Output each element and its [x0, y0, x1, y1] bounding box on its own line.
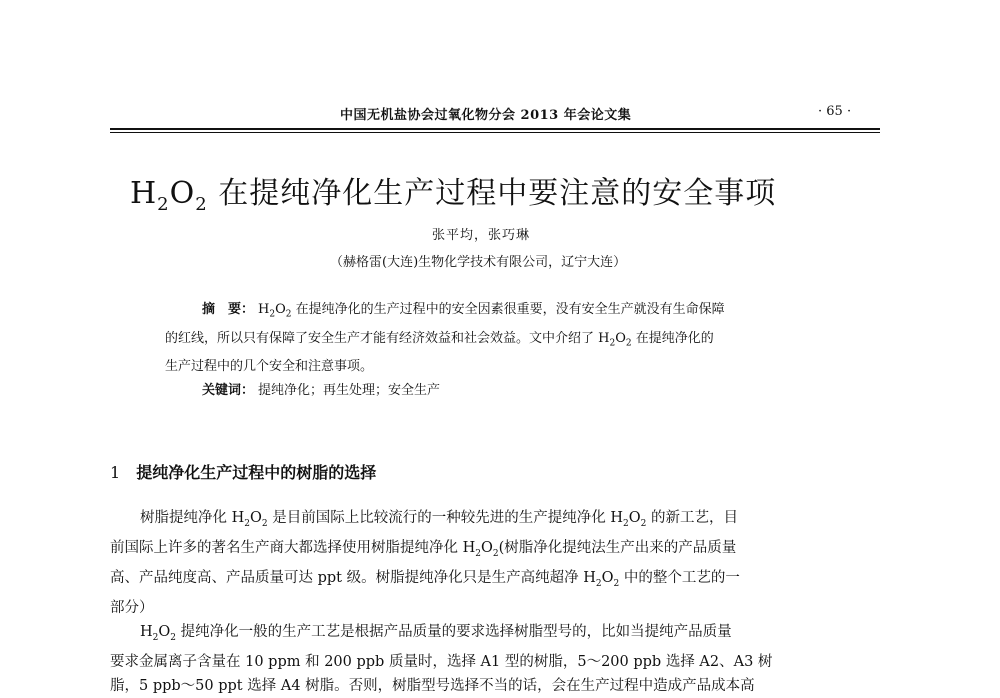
abstract-line: 的红线，所以只有保障了安全生产才能有经济效益和社会效益。文中介绍了 $H_2O_2$ 在提纯净化的 — [165, 330, 714, 349]
affiliation: （赫格雷(大连)生物化学技术有限公司，辽宁大连） — [330, 255, 627, 270]
keywords-label: 关键词： — [202, 383, 255, 399]
body-text — [110, 506, 880, 698]
abstract — [165, 298, 885, 403]
section-number: 1 — [110, 463, 121, 482]
paragraph-line: 前国际上许多的著名生产商大都选择使用树脂提纯净化 $H_2O_2$(树脂净化提纯法生产出来的产品质量 — [110, 539, 737, 559]
abstract-line: 生产过程中的几个安全和注意事项。 — [165, 359, 374, 375]
section-heading — [110, 460, 376, 483]
paragraph-line: 要求金属离子含量在 10 ppm 和 200 ppb 质量时，选择 A1 型的树脂，5～200 ppb 选择 A2、A3 树 — [110, 653, 773, 670]
page-number: · 65 · — [818, 104, 852, 119]
paragraph-line: $H_2O_2$ 提纯净化一般的生产工艺是根据产品质量的要求选择树脂型号的，比如当提纯产品质量 — [140, 623, 732, 643]
paragraph-line: 脂，5 ppb～50 ppt 选择 A4 树脂。否则，树脂型号选择不当的话，会在生产过程中造成产品成本高 — [110, 677, 755, 694]
keywords: 关键词： 提纯净化；再生处理；安全生产 — [202, 383, 441, 399]
paragraph-line: 树脂提纯净化 $H_2O_2$ 是目前国际上比较流行的一种较先进的生产提纯净化 $H_2O_2$ 的新工艺，目 — [140, 510, 738, 529]
paragraph-line: 高、产品纯度高、产品质量可达 ppt 级。树脂提纯净化只是生产高纯超净 $H_2O_2$ 中的整个工艺的一 — [110, 569, 740, 589]
authors: 张平均，张巧琳 — [432, 228, 531, 243]
running-head: 中国无机盐协会过氧化物分会 2013 年会论文集 — [340, 108, 632, 123]
paragraph-line: 部分） — [110, 599, 154, 616]
abstract-line: 摘 要： $H_2O_2$ 在提纯净化的生产过程中的安全因素很重要，没有安全生产就没有生命保障 — [202, 302, 725, 320]
abstract-label: 摘 要： — [202, 302, 255, 317]
header-rule-thick — [110, 128, 880, 130]
article-title: $H_2O_2$ 在提纯净化生产过程中要注意的安全事项 — [130, 176, 777, 215]
section-title: 提纯净化生产过程中的树脂的选择 — [136, 463, 377, 482]
header-rule-thin — [110, 132, 880, 133]
